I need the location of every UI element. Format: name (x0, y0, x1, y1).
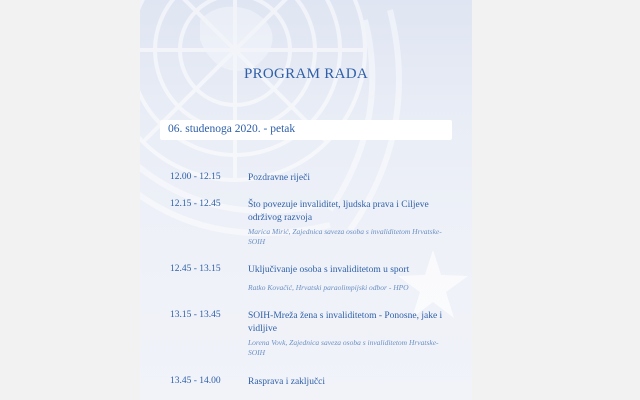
session-title: Rasprava i zaključci (248, 377, 326, 387)
session-time: 13.15 - 13.45 (170, 310, 221, 320)
session-time: 12.45 - 13.15 (170, 264, 221, 274)
program-document (140, 0, 472, 400)
session-speaker: Ratko Kovačić, Hrvatski paraolimpijski odbor - HPO (248, 283, 409, 292)
page-title: PROGRAM RADA (243, 66, 369, 82)
session-title: Pozdravne riječi (248, 173, 310, 183)
session-title: Uključivanje osoba s invaliditetom u sport (248, 265, 410, 275)
date-bar (160, 120, 452, 140)
session-title: Što povezuje invaliditet, ljudska prava i Ciljeve održivog razvoja (248, 200, 429, 223)
session-topic (248, 264, 448, 293)
session-time: 12.15 - 12.45 (170, 199, 221, 209)
session-speaker: Lorena Vovk, Zajednica saveza osoba s invaliditetom Hrvatske-SOIH (248, 338, 439, 357)
session-time: 13.45 - 14.00 (170, 376, 221, 386)
session-time: 12.00 - 12.15 (170, 172, 221, 182)
session-topic (248, 376, 448, 389)
session-topic (248, 310, 448, 358)
session-title: SOIH-Mreža žena s invaliditetom - Ponosne, jake i vidljive (248, 311, 443, 334)
session-topic (248, 199, 448, 247)
date-label: 06. studenoga 2020. - petak (168, 123, 296, 135)
session-topic (248, 172, 448, 185)
session-speaker: Marica Mirić, Zajednica saveza osoba s invaliditetom Hrvatske-SOIH (248, 227, 442, 246)
